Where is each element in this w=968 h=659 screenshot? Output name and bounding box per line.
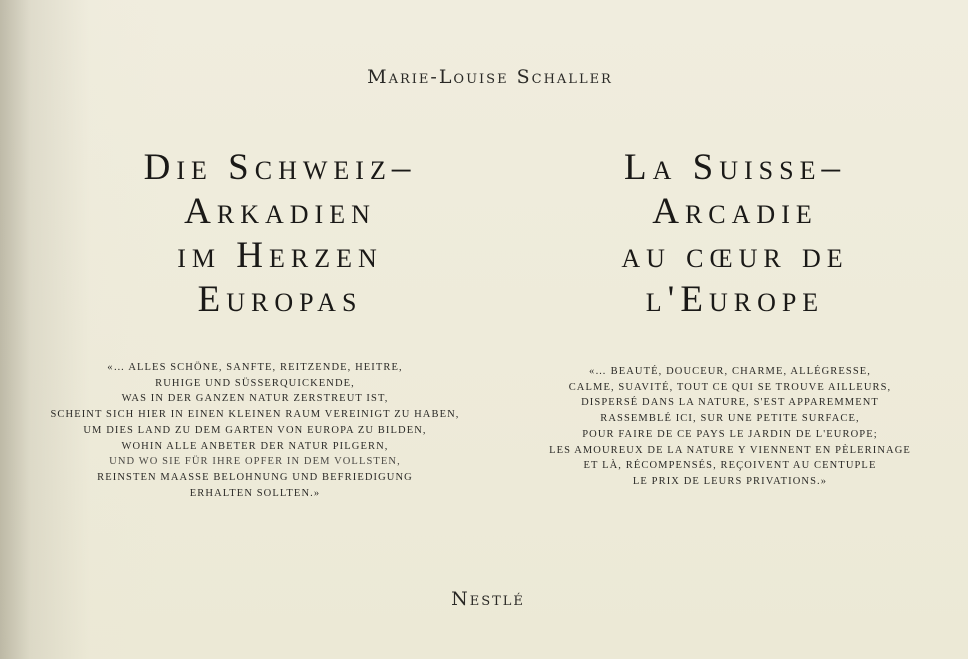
quote-french-line: POUR FAIRE DE CE PAYS LE JARDIN DE L'EUROPE; [582,428,878,440]
publisher-name: Nestlé [451,588,525,610]
quote-german-line: RUHIGE UND SÜSSERQUICKENDE, [155,377,355,389]
quote-french-line: LE PRIX DE LEURS PRIVATIONS.» [632,475,828,487]
quote-french-line: ET LÀ, RÉCOMPENSÉS, REÇOIVENT AU CENTUPLE [583,460,877,472]
quote-german-line: UND WO SIE FÜR IHRE OPFER IN DEM VOLLSTEN, [109,456,401,468]
title-french-line: au cœur de [621,235,849,276]
quote-french-line: DISPERSÉ DANS LA NATURE, S'EST APPAREMMENT [581,397,879,409]
title-french-line: Arcadie [652,191,818,232]
title-french [520,146,950,322]
quote-german-line: ERHALTEN SOLLTEN.» [189,487,321,499]
title-french-line: La Suisse– [624,147,846,188]
title-german [70,146,490,322]
quote-french-line: CALME, SUAVITÉ, TOUT CE QUI SE TROUVE AILLEURS, [568,381,892,393]
quote-french-line: LES AMOUREUX DE LA NATURE Y VIENNENT EN PÈLERINAGE [549,444,911,456]
quote-german-line: REINSTEN MAASSE BELOHNUNG UND BEFRIEDIGUNG [97,471,413,483]
title-german-line: im Herzen [177,235,383,276]
title-german-line: Die Schweiz– [143,147,417,188]
title-german-line: Europas [197,279,363,320]
author-name: Marie-Louise Schaller [367,66,613,88]
quote-french-line: «… BEAUTÉ, DOUCEUR, CHARME, ALLÉGRESSE, [588,366,872,377]
title-french-line: l'Europe [645,279,825,320]
quote-german-line: UM DIES LAND ZU DEM GARTEN VON EUROPA ZU BILDEN, [83,424,427,436]
quote-french-line: RASSEMBLÉ ICI, SUR UNE PETITE SURFACE, [600,413,860,425]
quote-german-line: WOHIN ALLE ANBETER DER NATUR PILGERN, [121,440,389,452]
title-german-line: Arkadien [184,191,376,232]
quote-german [10,360,500,501]
quote-german-line: WAS IN DER GANZEN NATUR ZERSTREUT IST, [121,393,389,405]
quote-german-line: SCHEINT SICH HIER IN EINEN KLEINEN RAUM VEREINIGT ZU HABEN, [50,409,460,421]
quote-german-line: «… ALLES SCHÖNE, SANFTE, REITZENDE, HEITRE, [107,362,403,373]
quote-french [510,364,950,490]
